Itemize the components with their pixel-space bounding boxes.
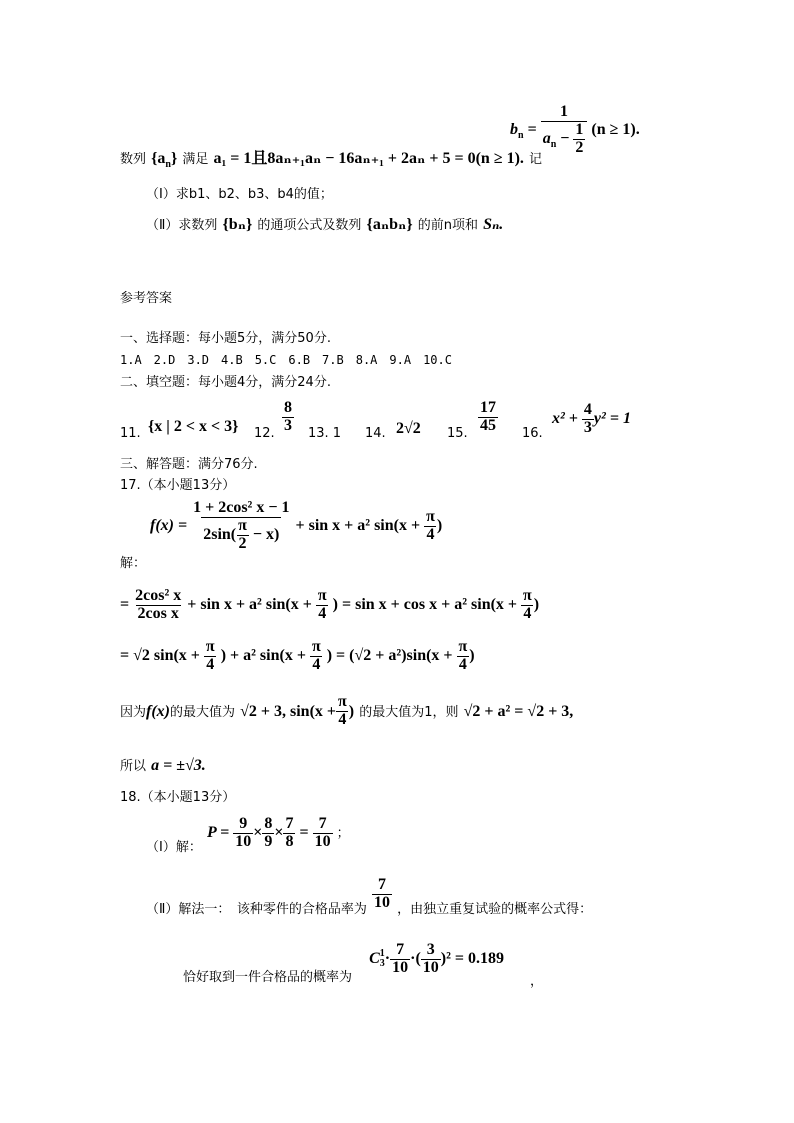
q17-den	[201, 517, 281, 553]
part2-a: （Ⅱ）求数列	[146, 218, 218, 233]
q18-title: 18.（本小题13分）	[120, 790, 236, 805]
because-b: 的最大值为	[170, 704, 236, 720]
line1-suffix: 记	[529, 152, 543, 167]
q17-pi-quarter	[424, 509, 437, 544]
l2-b: ) + a² sin(x +	[220, 646, 306, 664]
l2-pi4-c	[457, 639, 470, 674]
l1-eq: =	[120, 595, 130, 613]
q18-p1-semicolon: ；	[336, 825, 350, 841]
f16-den: 3	[583, 418, 592, 436]
l2-a: = √2 sin(x +	[120, 646, 200, 664]
seq-sub: n	[165, 159, 171, 171]
l2-four-c: 4	[458, 655, 467, 673]
l1-pi4-a	[316, 588, 329, 623]
q18-p2-a: （Ⅱ）解法一： 该种零件的合格品率为	[146, 901, 367, 917]
l2-close: )	[469, 646, 475, 664]
bn-fraction	[541, 104, 588, 156]
bn-den-a: a	[542, 129, 551, 147]
part2-bn: {bₙ}	[222, 216, 253, 233]
q18-p2-den: 10	[374, 893, 390, 911]
f16-num: 4	[583, 401, 592, 418]
q18-p2-num: 7	[378, 876, 386, 893]
f14-label: 14.	[365, 426, 386, 441]
q18-p3-end: )² = 0.189	[440, 949, 505, 967]
q18-p2-frac	[372, 877, 392, 912]
q17-pi4: π	[426, 507, 435, 525]
section-1: 一、选择题：每小题5分，满分50分.	[120, 331, 331, 346]
q18-p3-a: 恰好取到一件合格品的概率为	[183, 969, 353, 985]
q17-f: f(x) =	[150, 516, 188, 534]
d10: 10	[235, 832, 252, 850]
part-2	[146, 214, 503, 234]
n9: 9	[239, 815, 248, 832]
l2-c: ) = (√2 + a²)sin(x +	[326, 646, 453, 664]
q17-rest: + sin x + a² sin(x +	[295, 516, 421, 534]
f11-label: 11.	[120, 426, 141, 441]
frac-8-9	[262, 816, 274, 851]
f12-num: 8	[284, 399, 292, 416]
seq-an	[151, 150, 178, 171]
q17-den-a: 2sin(	[203, 525, 237, 543]
q18-p3-frac-7-10	[390, 942, 410, 977]
n7: 7	[285, 815, 294, 832]
dot-1: ·	[384, 949, 391, 967]
bn-den-minus: −	[556, 129, 574, 147]
so-val: a = ±√3.	[151, 757, 206, 774]
because-a: 因为	[120, 704, 147, 720]
C-sup: 1	[379, 948, 385, 960]
C-sub: 3	[379, 958, 385, 970]
section-2: 二、填空题：每小题4分，满分24分.	[120, 375, 331, 390]
q17-main-fraction	[191, 500, 291, 552]
l1-num: 2cos² x	[135, 587, 182, 604]
half-fraction	[573, 122, 585, 157]
section-3: 三、解答题：满分76分.	[120, 457, 258, 472]
l1-den: 2cos x	[137, 604, 179, 622]
frac-7-10	[313, 816, 333, 851]
f12-label: 12.	[254, 426, 275, 441]
seq-close: }	[170, 150, 178, 167]
l1-pi-b: π	[523, 587, 532, 604]
bn-symbol: b	[510, 120, 518, 138]
part2-anbn: {aₙbₙ}	[366, 216, 413, 233]
p3-d10b: 10	[422, 958, 439, 976]
d8: 8	[285, 832, 294, 850]
fill-answers	[120, 400, 680, 444]
f14-value: 2√2	[396, 420, 421, 437]
l2-four-b: 4	[312, 655, 321, 673]
f15-fraction	[478, 400, 498, 435]
recurrence-equation: a₁ = 1且8aₙ₊₁aₙ − 16aₙ₊₁ + 2aₙ + 5 = 0(n ≥ 1).	[213, 150, 524, 167]
q18-part2	[146, 876, 593, 917]
f12-fraction	[282, 400, 294, 435]
l1-four-a: 4	[318, 604, 327, 622]
n8: 8	[264, 815, 273, 832]
p3-n3: 3	[426, 941, 435, 958]
half-den: 2	[575, 138, 584, 156]
q17-two: 2	[238, 534, 247, 552]
times-1: ×	[253, 823, 263, 841]
f16-b: y² = 1	[593, 409, 631, 427]
f15-num: 17	[480, 399, 496, 416]
l2-pi4-b	[310, 639, 323, 674]
d10-r: 10	[314, 832, 331, 850]
q18-p3-frac-3-10	[421, 942, 441, 977]
part-1: （Ⅰ）求b1、b2、b3、b4的值；	[146, 187, 333, 202]
l1-pi-a: π	[317, 587, 327, 604]
q17-num: 1 + 2cos² x − 1	[193, 499, 290, 516]
because-c: 的最大值为1，则	[359, 704, 459, 720]
q18-P: P =	[206, 823, 230, 841]
so-a: 所以	[120, 759, 147, 774]
l1-rest: + sin x + a² sin(x +	[187, 595, 312, 613]
q18-p3-formula: C 1 3 · $\frac{7}{10}$ ·( $\frac{3}{10}$ )² = 0.189	[369, 941, 505, 976]
p3-d10: 10	[392, 958, 409, 976]
q18-part3	[183, 941, 544, 989]
f16-label: 16.	[522, 426, 543, 441]
q18-p2-b: ，由独立重复试验的概率公式得：	[397, 901, 593, 917]
q17-title: 17.（本小题13分）	[120, 478, 236, 493]
l1-mid: ) = sin x + cos x + a² sin(x +	[332, 595, 518, 613]
because-pi: π	[338, 693, 347, 710]
combination-C: C	[369, 949, 380, 967]
problem-line1	[120, 145, 542, 170]
because-eq: √2 + a² = √2 + 3,	[463, 702, 574, 720]
q17-den-b: − x)	[248, 525, 280, 543]
solution-label: 解：	[120, 556, 147, 571]
dot-2: ·	[410, 949, 416, 967]
bn-condition: (n ≥ 1).	[591, 120, 640, 138]
q18-p1-label: （Ⅰ）解：	[146, 839, 202, 855]
l2-four-a: 4	[206, 655, 215, 673]
part2-c: 的前n项和	[417, 218, 478, 233]
l2-pi-c: π	[458, 638, 468, 655]
half-num: 1	[575, 120, 584, 138]
f11-value: {x | 2 < x < 3}	[148, 418, 239, 435]
f16-value	[552, 402, 631, 437]
f13-label: 13. 1	[308, 426, 342, 441]
because-f: f(x)	[146, 702, 170, 720]
frac-9-10	[233, 816, 253, 851]
f16-a: x² +	[552, 409, 582, 427]
q18-p3-comma: ，	[530, 973, 544, 989]
bn-num: 1	[560, 103, 569, 120]
n7-r: 7	[318, 815, 327, 832]
p3-n7: 7	[396, 941, 405, 958]
l2-pi4-a	[204, 639, 217, 674]
q17-four: 4	[426, 525, 435, 543]
answers-heading: 参考答案	[120, 291, 173, 306]
l1-pi4-b	[521, 588, 534, 623]
choice-answers: 1.A 2.D 3.D 4.B 5.C 6.B 7.B 8.A 9.A 10.C	[120, 353, 452, 367]
seq-open: {a	[151, 150, 166, 167]
bn-den-sub: n	[550, 138, 557, 150]
line1-mid: 满足	[182, 152, 209, 167]
l2-pi-b: π	[311, 638, 321, 655]
l1-close: )	[533, 595, 540, 613]
q17-function	[150, 500, 442, 552]
frac-7-8	[283, 816, 295, 851]
part2-sn: Sₙ.	[483, 216, 504, 233]
because-line	[120, 694, 573, 729]
line1-prefix: 数列	[120, 152, 147, 167]
bn-sub: n	[518, 130, 524, 142]
l2-pi-a: π	[205, 638, 215, 655]
q17-close: )	[436, 516, 443, 534]
f12-den: 3	[284, 416, 292, 434]
d9: 9	[264, 832, 273, 850]
because-close: )	[348, 702, 355, 720]
bn-definition: $b_n$ = 1 $a_n$ − $\frac{1}{2}$ (n ≥ 1).	[510, 103, 640, 156]
because-val: √2 + 3, sin(x +	[240, 702, 337, 720]
q18-part1	[146, 815, 350, 855]
l1-four-b: 4	[523, 604, 532, 622]
q17-pi: π	[238, 516, 247, 534]
bn-den	[541, 121, 588, 157]
f15-den: 45	[480, 416, 496, 434]
l1-fraction	[133, 588, 183, 623]
q17-pi-half	[236, 518, 249, 553]
q18-p1-formula: P = $\frac{9}{10}$ × $\frac{8}{9}$ × $\frac{7}{8}$ = $\frac{7}{10}$	[206, 815, 331, 850]
derivation-line-2	[120, 639, 475, 674]
derivation-line-1	[120, 588, 539, 623]
part2-b: 的通项公式及数列	[257, 218, 362, 233]
f16-fraction	[582, 402, 594, 437]
because-four: 4	[338, 710, 347, 728]
f15-label: 15.	[447, 426, 468, 441]
so-line	[120, 755, 206, 775]
because-pi4	[336, 694, 349, 729]
times-2: ×	[274, 823, 284, 841]
